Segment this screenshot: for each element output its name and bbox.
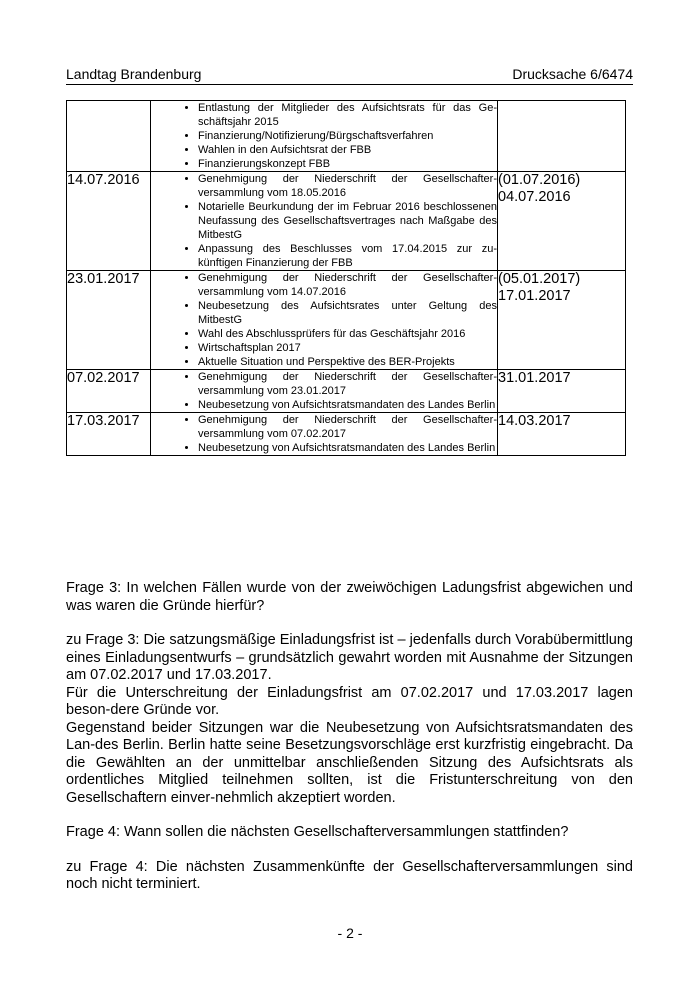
paragraph: Frage 3: In welchen Fällen wurde von der zweiwöchigen Ladungsfrist abgewichen und was waren die Gründe hierfür? [66, 580, 633, 614]
invitation-dates [498, 370, 626, 413]
agenda-item: • Neubesetzung von Aufsichtsratsmandaten des Landes Berlin [198, 441, 497, 455]
agenda-item: • Entlastung der Mitglieder des Aufsichtsrats für das Ge-schäftsjahr 2015 [198, 101, 497, 129]
invitation-dates [498, 172, 626, 271]
agenda-item: • Wahl des Abschlussprüfers für das Geschäftsjahr 2016 [198, 327, 497, 341]
invitation-date: 04.07.2016 [498, 189, 571, 205]
session-date: 07.02.2017 [67, 370, 151, 413]
agenda-item: • Neubesetzung von Aufsichtsratsmandaten des Landes Berlin [198, 398, 497, 412]
agenda-item: • Genehmigung der Niederschrift der Gesellschafter-versammlung vom 18.05.2016 [198, 172, 497, 200]
session-date [67, 101, 151, 172]
agenda-items [151, 101, 498, 172]
invitation-dates [498, 101, 626, 172]
invitation-date: 14.03.2017 [498, 413, 571, 429]
table-row [67, 172, 626, 271]
page-header [66, 66, 633, 85]
session-date: 14.07.2016 [67, 172, 151, 271]
body-text [66, 580, 633, 894]
invitation-dates [498, 271, 626, 370]
agenda-item: • Genehmigung der Niederschrift der Gesellschafter-versammlung vom 23.01.2017 [198, 370, 497, 398]
invitation-date: 31.01.2017 [498, 370, 571, 386]
document-number: Drucksache 6/6474 [512, 66, 633, 82]
agenda-item: • Notarielle Beurkundung der im Februar 2016 beschlossenen Neufassung des Gesellschaftsvertrages nach Maßgabe des MitbestG [198, 200, 497, 242]
invitation-date: (01.07.2016) [498, 172, 581, 188]
paragraph: zu Frage 4: Die nächsten Zusammenkünfte der Gesellschafterversammlungen sind noch nicht terminiert. [66, 858, 633, 892]
agenda-item: • Wahlen in den Aufsichtsrat der FBB [198, 143, 497, 157]
session-date: 17.03.2017 [67, 413, 151, 456]
table-row [67, 101, 626, 172]
agenda-item: • Genehmigung der Niederschrift der Gesellschafter-versammlung vom 14.07.2016 [198, 271, 497, 299]
table-row [67, 413, 626, 456]
paragraph: Frage 4: Wann sollen die nächsten Gesellschafterversammlungen stattfinden? [66, 824, 569, 840]
paragraph: Gegenstand beider Sitzungen war die Neubesetzung von Aufsichtsratsmandaten des Lan-des Berlin. Berlin hatte seine Besetzungsvorschläge erst kurzfristig eingebracht. Da die Gewählten an der unmittelbar anschließenden Sitzung des Aufsichtsrats als ordentliches Mitglied teilnehmen sollten, ist die Fristunterschreitung von den Gesellschaftern einver-nehmlich akzeptiert worden. [66, 719, 633, 806]
invitation-date: 17.01.2017 [498, 288, 571, 304]
table-row [67, 370, 626, 413]
agenda-item: • Finanzierungskonzept FBB [198, 157, 497, 171]
header-title: Landtag Brandenburg [66, 66, 202, 82]
agenda-item: • Anpassung des Beschlusses vom 17.04.2015 zur zu-künftigen Finanzierung der FBB [198, 242, 497, 270]
paragraph: Für die Unterschreitung der Einladungsfrist am 07.02.2017 und 17.03.2017 lagen beson-dere Gründe vor. [66, 684, 633, 718]
invitation-dates [498, 413, 626, 456]
page-number: - 2 - [337, 925, 363, 941]
agenda-items [151, 172, 498, 271]
sessions-table [66, 100, 626, 456]
invitation-date: (05.01.2017) [498, 271, 581, 287]
agenda-item: • Wirtschaftsplan 2017 [198, 341, 497, 355]
agenda-items [151, 413, 498, 456]
table-row [67, 271, 626, 370]
agenda-item: • Genehmigung der Niederschrift der Gesellschafter-versammlung vom 07.02.2017 [198, 413, 497, 441]
agenda-item: • Neubesetzung des Aufsichtsrates unter Geltung des MitbestG [198, 299, 497, 327]
agenda-item: • Aktuelle Situation und Perspektive des BER-Projekts [198, 355, 497, 369]
agenda-item: • Finanzierung/Notifizierung/Bürgschaftsverfahren [198, 129, 497, 143]
session-date: 23.01.2017 [67, 271, 151, 370]
agenda-items [151, 370, 498, 413]
paragraph: zu Frage 3: Die satzungsmäßige Einladungsfrist ist – jedenfalls durch Vorabübermittlung eines Einladungsentwurfs – grundsätzlich gewahrt worden mit Ausnahme der Sitzungen am 07.02.2017 und 17.03.2017. [66, 632, 633, 683]
agenda-items [151, 271, 498, 370]
